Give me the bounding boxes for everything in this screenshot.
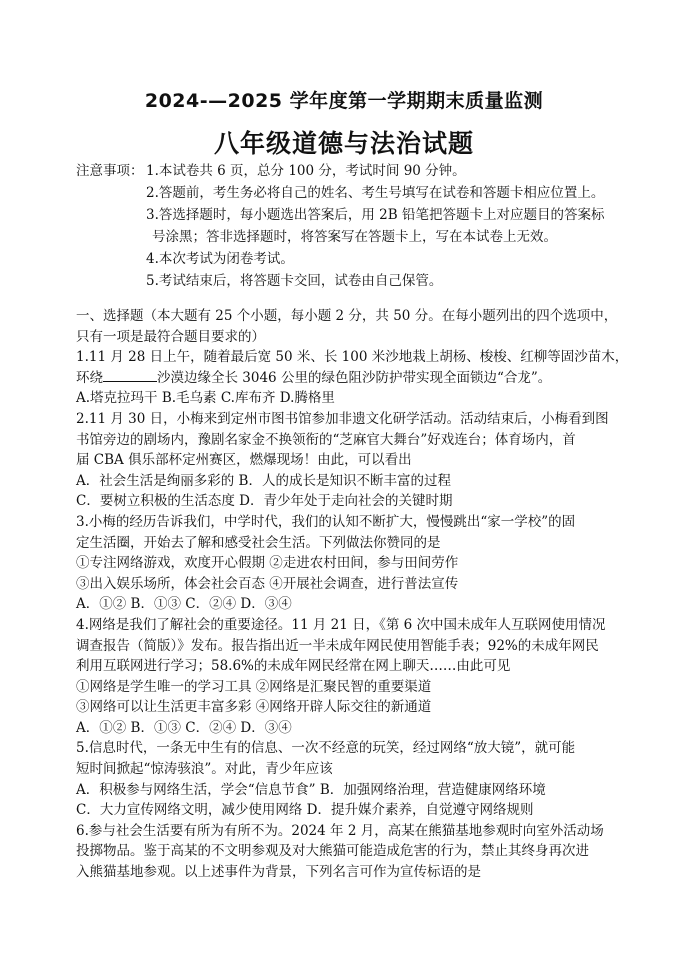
question-3 <box>76 512 616 615</box>
question-text: 届 CBA 俱乐部杯定州赛区，燃爆现场！由此，可以看出 <box>76 452 412 469</box>
question-statements: ①专注网络游戏，欢度开心假期 ②走进农村田间，参与田间劳作 <box>76 555 459 572</box>
choice-section <box>76 306 629 883</box>
question-text: 3.小梅的经历告诉我们，中学时代，我们的认知不断扩大，慢慢跳出“家一学校”的固 <box>76 513 576 530</box>
question-text: 书馆旁边的剧场内，豫剧名家金不换领衔的“芝麻官大舞台”好戏连台；体育场内，首 <box>76 431 576 448</box>
answer-blank <box>103 369 157 382</box>
question-text: 4.网络是我们了解社会的重要途径。11 月 21 日，《第 6 次中国未成年人互联网使用情况 <box>76 616 606 633</box>
question-1 <box>76 347 629 409</box>
question-text: 6.参与社会生活要有所为有所不为。2024 年 2 月，高某在熊猫基地参观时向室外活动场 <box>76 822 604 839</box>
question-options: A．①② B．①③ C．②④ D．③④ <box>76 719 292 736</box>
question-text: 调查报告（简版）》发布。报告指出近一半未成年网民使用智能手表；92%的未成年网民 <box>76 637 599 654</box>
question-options: A.塔克拉玛干 B.毛乌素 C.库布齐 D.腾格里 <box>76 390 335 407</box>
question-options: C．要树立积极的生活态度 D．青少年处于走向社会的关键时期 <box>76 493 453 510</box>
notes-block <box>76 160 636 292</box>
question-text: 定生活圈，开始去了解和感受社会生活。下列做法你赞同的是 <box>76 534 441 551</box>
note-item: 3.答选择题时，每小题选出答案后，用 2B 铅笔把答题卡上对应题目的答案标 <box>146 207 605 223</box>
exam-title: 2024-—2025 学年度第一学期期末质量监测 <box>144 90 544 112</box>
exam-subtitle: 八年级道德与法治试题 <box>213 129 474 158</box>
question-6 <box>76 821 616 883</box>
question-text: 入熊猫基地参观。以上述事件为背景，下列名言可作为宣传标语的是 <box>76 864 481 881</box>
section-intro: 只有一项是最符合题目要求的） <box>76 328 265 345</box>
question-text <box>76 368 616 389</box>
question-text-part: 环绕 <box>76 369 103 386</box>
note-item: 1.本试卷共 6 页，总分 100 分，考试时间 90 分钟。 <box>146 163 466 179</box>
note-item: 4.本次考试为闭卷考试。 <box>146 251 294 267</box>
question-text: 2.11 月 30 日，小梅来到定州市图书馆参加非遗文化研学活动。活动结束后，小梅看到图 <box>76 410 609 427</box>
note-item: 5.考试结束后，将答题卡交回，试卷由自己保管。 <box>146 273 443 289</box>
question-statements: ①网络是学生唯一的学习工具 ②网络是汇聚民智的重要渠道 <box>76 678 432 695</box>
question-text-part: 沙漠边缘全长 3046 公里的绿色阻沙防护带实现全面锁边“合龙”。 <box>157 369 552 386</box>
question-text: 1.11 月 28 日上午，随着最后宽 50 米、长 100 米沙地栽上胡杨、梭梭、红柳等固沙苗木， <box>76 349 629 366</box>
question-4 <box>76 615 616 739</box>
question-text: 短时间掀起“惊涛骇浪”。对此，青少年应该 <box>76 761 333 778</box>
question-options: C．大力宣传网络文明，减少使用网络 D．提升媒介素养，自觉遵守网络规则 <box>76 802 534 819</box>
question-text: 5.信息时代，一条无中生有的信息、一次不经意的玩笑，经过网络“放大镜”，就可能 <box>76 740 576 757</box>
question-statements: ③网络可以让生活更丰富多彩 ④网络开辟人际交往的新通道 <box>76 699 432 716</box>
section-intro: 一、选择题（本大题有 25 个小题，每小题 2 分，共 50 分。在每小题列出的四个选项中， <box>76 308 618 324</box>
notes-label: 注意事项： <box>76 163 144 179</box>
question-5 <box>76 738 616 820</box>
question-options: A．①② B．①③ C．②④ D．③④ <box>76 596 292 613</box>
note-item: 2.答题前，考生务必将自己的姓名、考生号填写在试卷和答题卡相应位置上。 <box>146 185 605 201</box>
question-statements: ③出入娱乐场所，体会社会百态 ④开展社会调查，进行普法宣传 <box>76 575 459 592</box>
question-options: A．社会生活是绚丽多彩的 B．人的成长是知识不断丰富的过程 <box>76 472 451 489</box>
question-text: 投掷物品。鉴于高某的不文明参观及对大熊猫可能造成危害的行为，禁止其终身再次进 <box>76 843 589 860</box>
question-2 <box>76 409 616 512</box>
note-item-continued: 号涂黑；答非选择题时，将答案写在答题卡上，写在本试卷上无效。 <box>152 229 557 245</box>
question-options: A．积极参与网络生活，学会“信息节食” B．加强网络治理，营造健康网络环境 <box>76 781 546 798</box>
question-text: 利用互联网进行学习；58.6%的未成年网民经常在网上聊天……由此可见 <box>76 658 511 675</box>
